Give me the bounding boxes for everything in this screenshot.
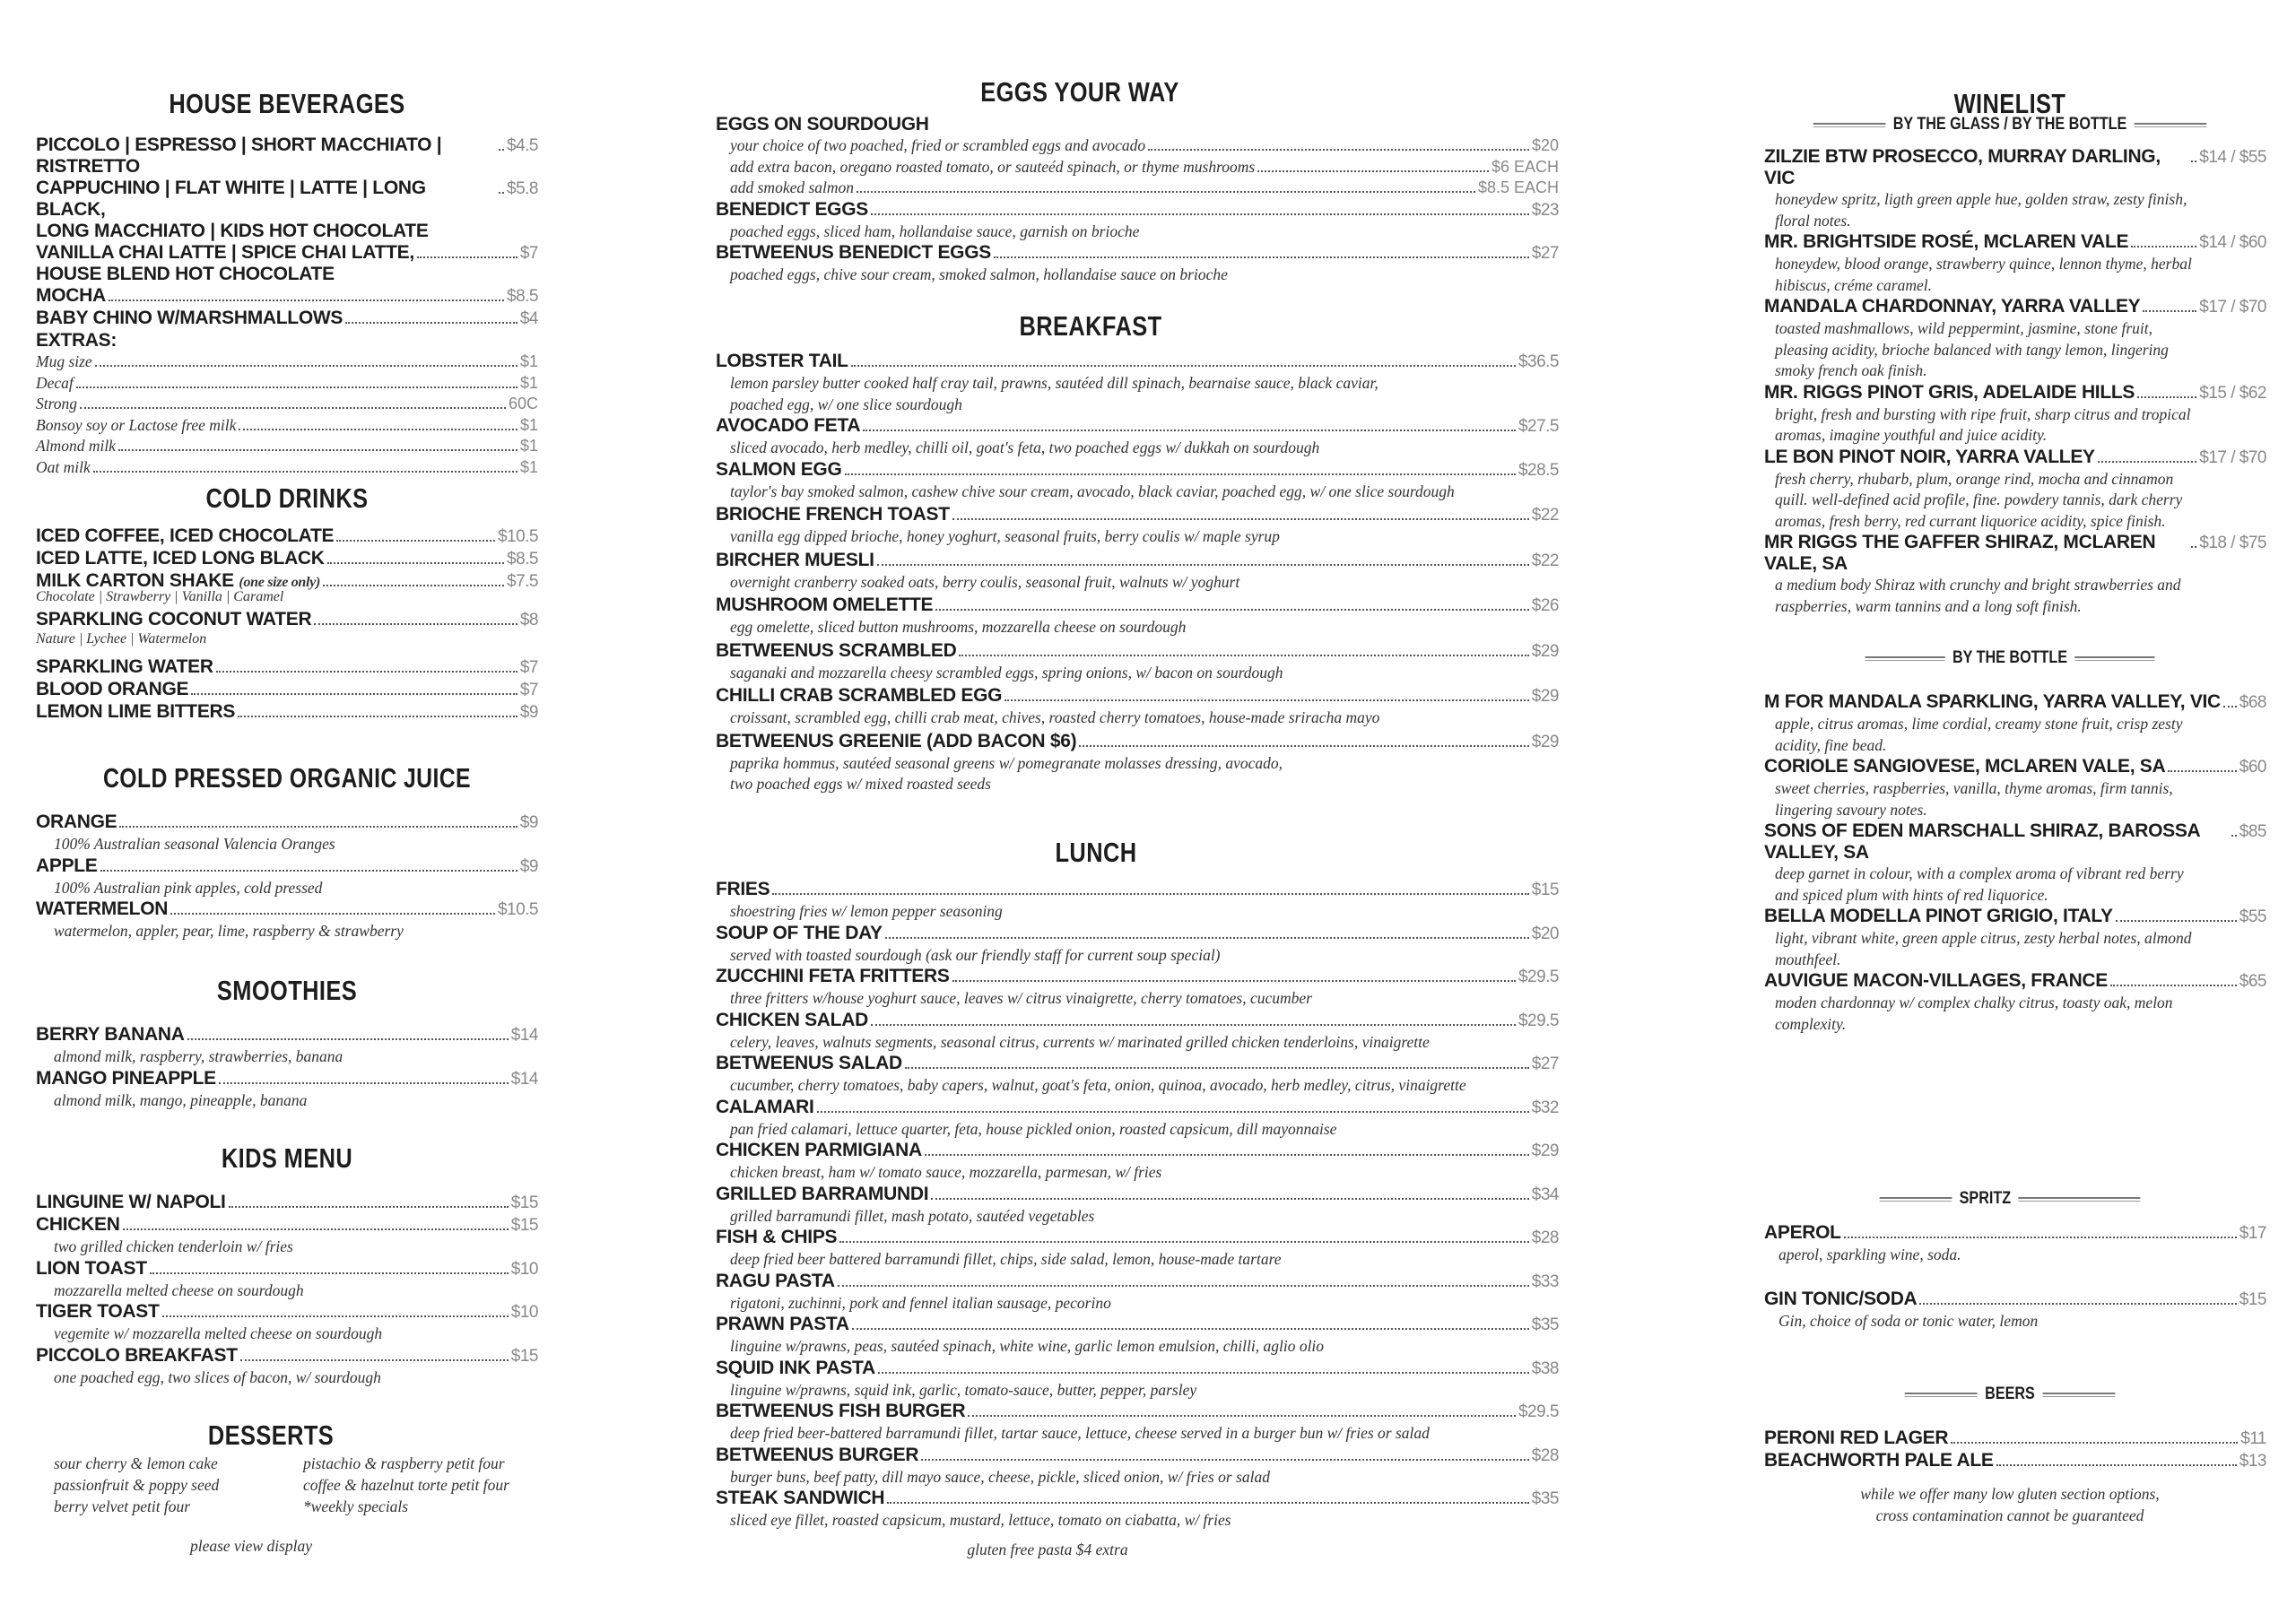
wine-item: M FOR MANDALA SPARKLING, YARRA VALLEY, VIC $68 apple, citrus aromas, lime cordial, creamy stone fruit, crisp zesty acidity, fine bead.	[1764, 691, 2266, 754]
wine-item: MANDALA CHARDONNAY, YARRA VALLEY $17 / $70 toasted mashmallows, wild peppermint, jasmine, stone fruit, pleasing acidity, brioche balanced with tangy lemon, lingering smoky french oak finish.	[1764, 296, 2266, 379]
extra-item: Oat milk $1	[36, 457, 538, 476]
section-title: SMOOTHIES	[216, 975, 358, 1006]
item-description: Chocolate | Strawberry | Vanilla | Caramel	[36, 589, 284, 604]
menu-item: MANGO PINEAPPLE $14 almond milk, mango, pineapple, banana	[36, 1067, 538, 1109]
menu-item: BLOOD ORANGE $7	[36, 679, 538, 699]
extra-item: Almond milk $1	[36, 437, 538, 455]
menu-item: ICED COFFEE, ICED CHOCOLATE $10.5	[36, 525, 538, 546]
section-title: COLD DRINKS	[205, 482, 369, 514]
dessert-item: sour cherry & lemon cake	[54, 1454, 218, 1472]
menu-item: CHICKEN $15 two grilled chicken tenderloin w/ fries	[36, 1214, 538, 1255]
wine-item: SONS OF EDEN MARSCHALL SHIRAZ, BAROSSA VALLEY, SA $85 deep garnet in colour, with a complex aroma of vibrant red berry and spiced plum with hints of red liquorice.	[1764, 820, 2266, 904]
menu-item: LINGUINE W/ NAPOLI $15	[36, 1192, 538, 1212]
menu-item: BETWEENUS GREENIE (ADD BACON $6) $29 paprika hommus, sautéed seasonal greens w/ pomegranate molasses dressing, avocado, two poached eggs w/ mixed roasted seeds	[716, 730, 1559, 793]
menu-item: RAGU PASTA $33 rigatoni, zuchinni, pork and fennel italian sausage, pecorino	[716, 1270, 1559, 1312]
menu-item: TIGER TOAST $10 vegemite w/ mozzarella melted cheese on sourdough	[36, 1301, 538, 1342]
menu-item: ORANGE $9 100% Australian seasonal Valencia Oranges	[36, 812, 538, 853]
drink-item: BEACHWORTH PALE ALE $13	[1764, 1450, 2266, 1471]
dessert-item: coffee & hazelnut torte petit four	[303, 1476, 509, 1494]
menu-item: PICCOLO BREAKFAST $15 one poached egg, two slices of bacon, w/ sourdough	[36, 1344, 538, 1386]
eggs-section	[716, 75, 1559, 286]
menu-item: APPLE $9 100% Australian pink apples, cold pressed	[36, 855, 538, 897]
menu-item: BETWEENUS SALAD $27 cucumber, cherry tomatoes, baby capers, walnut, goat's feta, onion, quinoa, avocado, herb medley, citrus, vinaigrette	[716, 1053, 1559, 1094]
menu-item: CALAMARI $32 pan fried calamari, lettuce quarter, feta, house pickled onion, roasted capsicum, dill mayonnaise	[716, 1096, 1559, 1138]
dessert-note: please view display	[189, 1537, 313, 1555]
juice-section	[36, 761, 538, 942]
drink-item: GIN TONIC/SODA $15 Gin, choice of soda or tonic water, lemon	[1764, 1288, 2266, 1330]
dessert-item: pistachio & raspberry petit four	[303, 1454, 505, 1472]
section-title: KIDS MENU	[221, 1142, 353, 1174]
wine-item: MR RIGGS THE GAFFER SHIRAZ, MCLAREN VALE, SA $18 / $75 a medium body Shiraz with crunchy and bright strawberries and raspberries, warm tannins and a long soft finish.	[1764, 532, 2266, 615]
wine-item: MR. BRIGHTSIDE ROSÉ, MCLAREN VALE $14 / $60 honeydew, blood orange, strawberry quince, lennon thyme, herbal hibiscus, créme caramel.	[1764, 231, 2266, 294]
menu-item: PRAWN PASTA $35 linguine w/prawns, peas, sautéed spinach, white wine, garlic lemon emulsion, chilli, aglio olio	[716, 1314, 1559, 1355]
winelist-section	[1764, 87, 2266, 617]
house-beverages-section	[36, 87, 538, 478]
menu-item: SPARKLING COCONUT WATER $8	[36, 609, 538, 629]
section-title: DESSERTS	[207, 1419, 335, 1451]
option-line: add smoked salmon $8.5 EACH	[730, 178, 1559, 196]
extra-item: Decaf $1	[36, 373, 538, 392]
extras-label: EXTRAS:	[36, 330, 117, 351]
menu-item: BETWEENUS BENEDICT EGGS $27 poached eggs, chive sour cream, smoked salmon, hollandaise sauce on brioche	[716, 242, 1559, 283]
menu-item: BETWEENUS FISH BURGER $29.5 deep fried beer-battered barramundi fillet, tartar sauce, lettuce, cheese served in a burger bun w/ fries or salad	[716, 1401, 1559, 1442]
item-description: Nature | Lychee | Watermelon	[36, 631, 207, 647]
section-title: LUNCH	[1055, 837, 1137, 868]
extra-item: Bonsoy soy or Lactose free milk $1	[36, 415, 538, 434]
menu-item: BIRCHER MUESLI $22 overnight cranberry soaked oats, berry coulis, seasonal fruit, walnuts w/ yoghurt	[716, 549, 1559, 591]
section-title: HOUSE BEVERAGES	[169, 88, 405, 119]
menu-item: MOCHA $8.5	[36, 285, 538, 306]
extra-item: Strong 60C	[36, 395, 538, 412]
spritz-section	[1764, 1188, 2266, 1332]
menu-item: FRIES $15 shoestring fries w/ lemon pepper seasoning	[716, 879, 1559, 920]
section-title: BREAKFAST	[1019, 310, 1162, 342]
wine-item: ZILZIE BTW PROSECCO, MURRAY DARLING, VIC $14 / $55 honeydew spritz, ligth green apple hue, golden straw, zesty finish, floral notes.	[1764, 146, 2266, 230]
section-subtitle: BEERS	[1796, 1384, 2223, 1405]
dessert-list	[36, 1453, 538, 1517]
lunch-section	[716, 836, 1559, 1560]
menu-item: MILK CARTON SHAKE (one size only) $7.5	[36, 570, 538, 591]
by-the-bottle-section	[1764, 647, 2266, 1035]
wine-item: AUVIGUE MACON-VILLAGES, FRANCE $65 moden chardonnay w/ complex chalky citrus, toasty oak, melon complexity.	[1764, 970, 2266, 1033]
desserts-section	[36, 1419, 538, 1557]
menu-item: WATERMELON $10.5 watermelon, appler, pear, lime, raspberry & strawberry	[36, 898, 538, 940]
breakfast-section	[716, 309, 1559, 795]
wine-item: MR. RIGGS PINOT GRIS, ADELAIDE HILLS $15 / $62 bright, fresh and bursting with ripe fruit, sharp citrus and tropical aromas, imagine youthful and juice acidity.	[1764, 381, 2266, 444]
option-line: your choice of two poached, fried or scrambled eggs and avocado $20	[730, 136, 1559, 154]
menu-item: SOUP OF THE DAY $20 served with toasted sourdough (ask our friendly staff for current soup special)	[716, 922, 1559, 964]
dessert-item: berry velvet petit four	[54, 1497, 191, 1515]
wine-item: LE BON PINOT NOIR, YARRA VALLEY $17 / $70 fresh cherry, rhubarb, plum, orange rind, mocha and cinnamon quill. well-defined acid profile, fine. powdery tannis, dark cherry aromas, fresh berry, red currant liquorice acidity, spice finish.	[1764, 446, 2266, 530]
section-subtitle: BY THE BOTTLE	[1796, 647, 2223, 669]
menu-item: SQUID INK PASTA $38 linguine w/prawns, squid ink, garlic, tomato-sauce, butter, pepper, parsley	[716, 1357, 1559, 1399]
menu-item: SPARKLING WATER $7	[36, 656, 538, 677]
section-title: COLD PRESSED ORGANIC JUICE	[102, 762, 472, 794]
gluten-free-note: gluten free pasta $4 extra	[967, 1540, 1128, 1558]
wine-item: CORIOLE SANGIOVESE, MCLAREN VALE, SA $60 sweet cherries, raspberries, vanilla, thyme aromas, firm tannis, lingering savoury notes.	[1764, 756, 2266, 819]
menu-item: BETWEENUS BURGER $28 burger buns, beef patty, dill mayo sauce, cheese, pickle, sliced onion, w/ fries or salad	[716, 1444, 1559, 1486]
menu-item: FISH & CHIPS $28 deep fried beer battered barramundi fillet, chips, side salad, lemon, house-made tartare	[716, 1227, 1559, 1268]
wine-item: BELLA MODELLA PINOT GRIGIO, ITALY $55 light, vibrant white, green apple citrus, zesty herbal notes, almond mouthfeel.	[1764, 906, 2266, 968]
menu-item: STEAK SANDWICH $35 sliced eye fillet, roasted capsicum, mustard, lettuce, tomato on ciabatta, w/ fries	[716, 1488, 1559, 1529]
beers-section	[1764, 1384, 2266, 1526]
menu-item: CHICKEN PARMIGIANA $29 chicken breast, ham w/ tomato sauce, mozzarella, parmesan, w/ fries	[716, 1140, 1559, 1181]
extra-item: Mug size $1	[36, 352, 538, 370]
menu-item: LION TOAST $10 mozzarella melted cheese on sourdough	[36, 1257, 538, 1299]
drink-item: PERONI RED LAGER $11	[1764, 1428, 2266, 1448]
menu-item: LEMON LIME BITTERS $9	[36, 701, 538, 722]
menu-item: ICED LATTE, ICED LONG BLACK $8.5	[36, 548, 538, 568]
menu-item: BABY CHINO W/MARSHMALLOWS $4	[36, 308, 538, 328]
menu-item: LOBSTER TAIL $36.5 lemon parsley butter cooked half cray tail, prawns, sautéed dill spinach, bearnaise sauce, black caviar, poached egg, w/ one slice sourdough	[716, 351, 1559, 413]
gluten-disclaimer: while we offer many low gluten section options, cross contamination cannot be guaranteed	[1860, 1485, 2160, 1524]
section-title: EGGS YOUR WAY	[980, 76, 1179, 108]
menu-item: CAPPUCHINO | FLAT WHITE | LATTE | LONG BLACK, LONG MACCHIATO | KIDS HOT CHOCOLATE $5.8	[36, 178, 538, 241]
menu-item: AVOCADO FETA $27.5 sliced avocado, herb medley, chilli oil, goat's feta, two poached eggs w/ dukkah on sourdough	[716, 415, 1559, 456]
menu-item: MUSHROOM OMELETTE $26 egg omelette, sliced button mushrooms, mozzarella cheese on sourdough	[716, 595, 1559, 636]
menu-item: SALMON EGG $28.5 taylor's bay smoked salmon, cashew chive sour cream, avocado, black caviar, poached egg, w/ one slice sourdough	[716, 458, 1559, 500]
drink-item: APEROL $17 aperol, sparkling wine, soda.	[1764, 1222, 2266, 1263]
menu-item: VANILLA CHAI LATTE | SPICE CHAI LATTE, HOUSE BLEND HOT CHOCOLATE $7	[36, 242, 538, 284]
kids-menu-section	[36, 1141, 538, 1388]
option-line: add extra bacon, oregano roasted tomato, or sauteéd spinach, or thyme mushrooms $6 EACH	[730, 157, 1559, 176]
smoothies-section	[36, 974, 538, 1111]
menu-item: EGGS ON SOURDOUGH	[716, 114, 929, 135]
menu-item: BRIOCHE FRENCH TOAST $22 vanilla egg dipped brioche, honey yoghurt, seasonal fruits, berry coulis w/ maple syrup	[716, 504, 1559, 545]
section-subtitle: SPRITZ	[1796, 1188, 2223, 1210]
menu-item: GRILLED BARRAMUNDI $34 grilled barramundi fillet, mash potato, sautéed vegetables	[716, 1183, 1559, 1225]
section-subtitle: BY THE GLASS / BY THE BOTTLE	[1796, 114, 2223, 135]
dessert-item: *weekly specials	[303, 1497, 409, 1515]
dessert-item: passionfruit & poppy seed	[54, 1476, 220, 1494]
menu-item: PICCOLO | ESPRESSO | SHORT MACCHIATO | RISTRETTO $4.5	[36, 135, 538, 177]
menu-item: ZUCCHINI FETA FRITTERS $29.5 three fritters w/house yoghurt sauce, leaves w/ citrus vinaigrette, cherry tomatoes, cucumber	[716, 966, 1559, 1007]
menu-item: BETWEENUS SCRAMBLED $29 saganaki and mozzarella cheesy scrambled eggs, spring onions, w/ bacon on sourdough	[716, 639, 1559, 681]
menu-item: BERRY BANANA $14 almond milk, raspberry, strawberries, banana	[36, 1024, 538, 1065]
menu-item: BENEDICT EGGS $23 poached eggs, sliced ham, hollandaise sauce, garnish on brioche	[716, 198, 1559, 240]
menu-item: CHILLI CRAB SCRAMBLED EGG $29 croissant, scrambled egg, chilli crab meat, chives, roasted cherry tomatoes, house-made sriracha mayo	[716, 685, 1559, 726]
cold-drinks-section	[36, 482, 538, 724]
section-title: WINELIST	[1953, 88, 2066, 119]
menu-item: CHICKEN SALAD $29.5 celery, leaves, walnuts segments, seasonal citrus, currents w/ marinated grilled chicken tenderloins, vinaigrette	[716, 1009, 1559, 1051]
